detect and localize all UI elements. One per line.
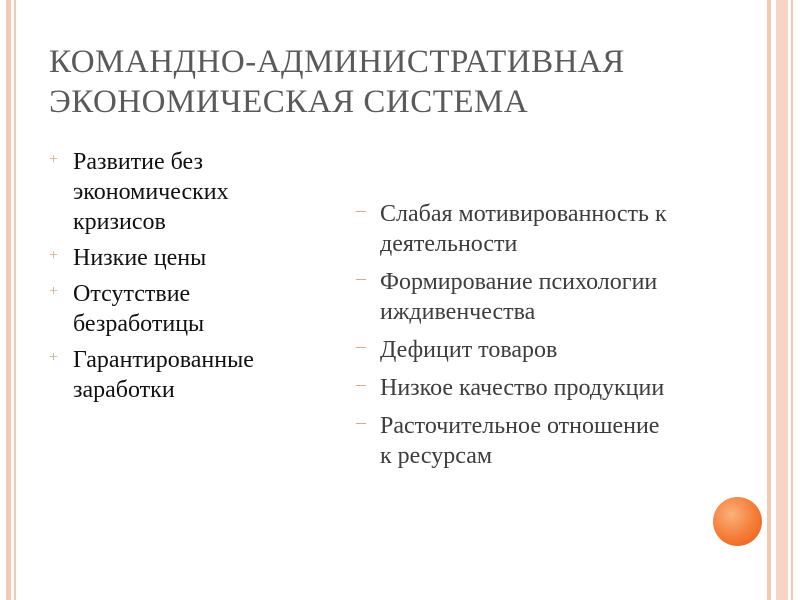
right-border-stripe-thin [791,0,793,600]
item-line: к ресурсам [380,443,493,469]
item-line: деятельности [380,231,518,257]
plus-bullet-icon: + [49,247,59,264]
orange-circle-decoration [713,497,762,546]
list-item [356,373,766,403]
list-item [49,243,329,273]
item-line: Дефицит товаров [380,337,558,363]
right-border-stripe-wide [776,0,788,600]
plus-bullet-icon: + [49,283,59,300]
list-item [356,199,766,259]
item-line: Формирование психологии [380,269,658,295]
dash-bullet-icon: – [356,373,366,395]
plus-bullet-icon: + [49,349,59,366]
item-line: Низкое качество продукции [380,375,665,401]
disadvantages-list [356,199,766,479]
item-line: Слабая мотивированность к [380,201,667,227]
list-item [356,267,766,327]
dash-bullet-icon: – [356,267,366,289]
dash-bullet-icon: – [356,411,366,433]
item-line: безработицы [73,311,205,337]
title-line-1: КОМАНДНО-АДМИНИСТРАТИВНАЯ [49,44,625,80]
left-border-stripe [6,0,11,600]
item-line: экономических [73,179,229,205]
title-line-2: ЭКОНОМИЧЕСКАЯ СИСТЕМА [49,84,529,120]
right-border-stripe [767,0,771,600]
item-line: Гарантированные [73,347,254,373]
item-line: Развитие без [73,149,203,175]
plus-bullet-icon: + [49,151,59,168]
dash-bullet-icon: – [356,199,366,221]
item-line: заработки [73,377,175,403]
slide-title [49,42,749,122]
advantages-list [49,147,329,411]
dash-bullet-icon: – [356,335,366,357]
list-item [49,345,329,405]
item-line: кризисов [73,209,166,235]
item-line: иждивенчества [380,299,536,325]
item-line: Отсутствие [73,281,191,307]
item-line: Низкие цены [73,245,207,271]
list-item [49,279,329,339]
left-border-stripe-thin [14,0,16,600]
list-item [49,147,329,237]
list-item [356,411,766,471]
item-line: Расточительное отношение [380,413,660,439]
list-item [356,335,766,365]
